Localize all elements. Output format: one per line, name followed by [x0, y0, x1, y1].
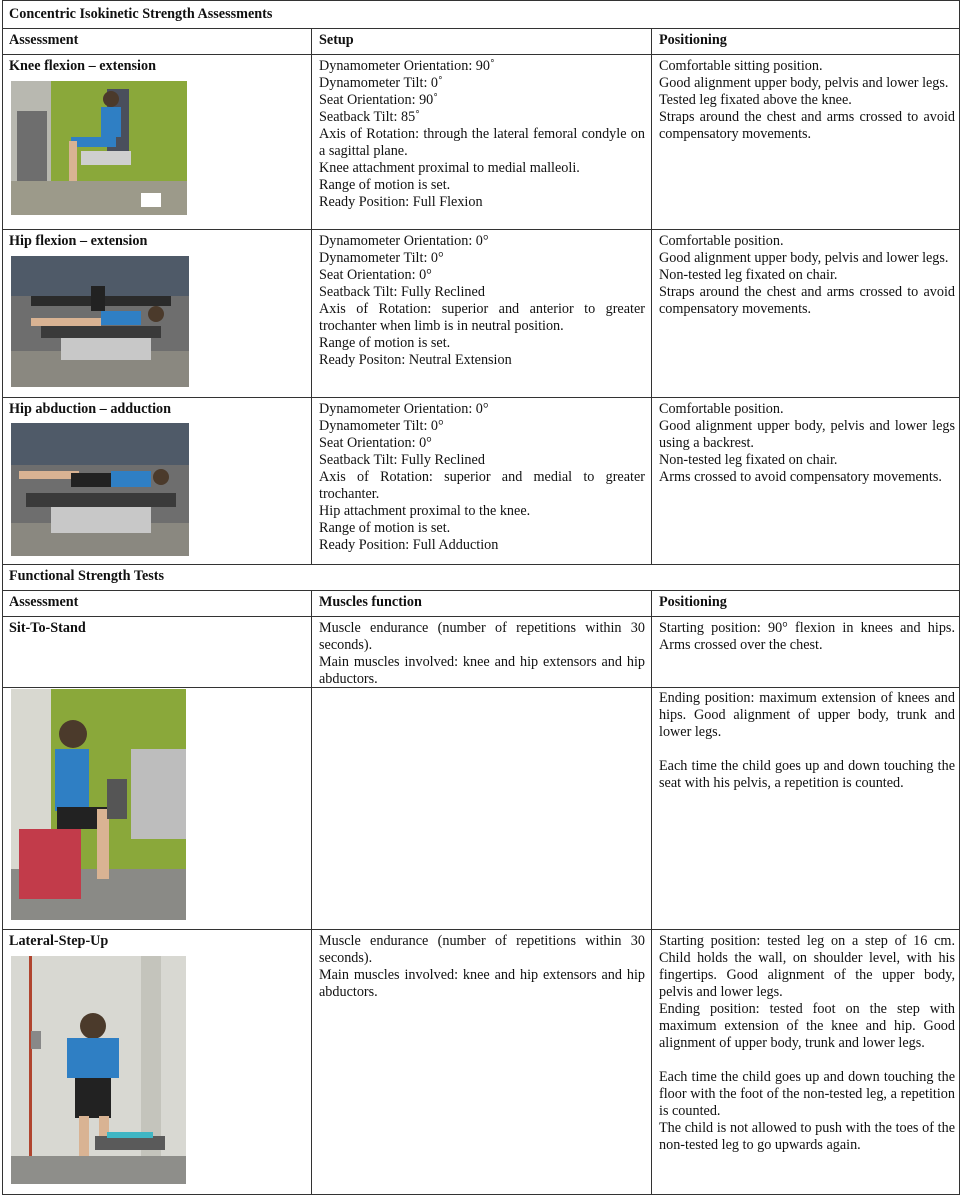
column-rule	[311, 28, 312, 564]
setup-line: Seat Orientation: 90˚	[319, 92, 438, 108]
positioning-line: The child is not allowed to push with the toes of the non-tested leg to go upwards again.	[659, 1120, 955, 1153]
setup-line: Dynamometer Orientation: 90˚	[319, 58, 495, 74]
positioning-line: Comfortable sitting position.	[659, 58, 823, 74]
setup-line: Seatback Tilt: Fully Reclined	[319, 452, 485, 468]
sit-to-stand-photo	[11, 689, 186, 920]
positioning-line: Starting position: tested leg on a step of 16 cm. Child holds the wall, on shoulder level, with his fingertips. Good alignment of the upper body, pelvis and lower legs.	[659, 933, 955, 1000]
setup-line: Ready Position: Full Adduction	[319, 537, 499, 553]
setup-line: Range of motion is set.	[319, 520, 451, 536]
positioning-lateral-step-up	[659, 933, 955, 1154]
knee-photo	[11, 81, 187, 215]
setup-line: Dynamometer Tilt: 0°	[319, 418, 444, 434]
setup-line: Seatback Tilt: Fully Reclined	[319, 284, 485, 300]
setup-line: Range of motion is set.	[319, 177, 451, 193]
setup-line: Dynamometer Orientation: 0°	[319, 401, 489, 417]
column-rule	[311, 590, 312, 1195]
setup-hip-flexion	[319, 233, 645, 369]
col-header-assessment-2: Assessment	[9, 594, 79, 610]
rule	[3, 590, 959, 591]
positioning-line: Ending position: tested foot on the step with maximum extension of the knee and hip. Good alignment of upper body, trunk and lower legs.	[659, 1001, 955, 1051]
setup-hip-abduction	[319, 401, 645, 554]
setup-line: Seatback Tilt: 85˚	[319, 109, 420, 125]
assessment-lateral-step-up: Lateral-Step-Up	[9, 933, 109, 949]
positioning-knee	[659, 58, 955, 143]
setup-line: Hip attachment proximal to the knee.	[319, 503, 531, 519]
column-rule	[651, 28, 652, 564]
setup-line: Dynamometer Tilt: 0°	[319, 250, 444, 266]
positioning-line: Starting position: 90° flexion in knees and hips. Arms crossed over the chest.	[659, 620, 955, 653]
col-header-positioning: Positioning	[659, 32, 727, 48]
setup-line: Range of motion is set.	[319, 335, 451, 351]
rule	[3, 28, 959, 29]
positioning-line: Non-tested leg fixated on chair.	[659, 452, 838, 468]
col-header-muscles-function: Muscles function	[319, 594, 422, 610]
positioning-line: Each time the child goes up and down touching the seat with his pelvis, a repetition is counted.	[659, 758, 955, 791]
setup-line: Ready Positon: Neutral Extension	[319, 352, 512, 368]
positioning-line: Ending position: maximum extension of knees and hips. Good alignment of upper body, trunk and lower legs.	[659, 690, 955, 740]
hip-flexion-photo	[11, 256, 189, 387]
positioning-line: Tested leg fixated above the knee.	[659, 92, 852, 108]
positioning-line: Comfortable position.	[659, 233, 784, 249]
positioning-line: Good alignment upper body, pelvis and lower legs using a backrest.	[659, 418, 955, 451]
assessment-hip-flexion: Hip flexion – extension	[9, 233, 148, 249]
document-table	[2, 0, 960, 1195]
muscles-line: Main muscles involved: knee and hip extensors and hip abductors.	[319, 654, 645, 687]
hip-abduction-photo	[11, 423, 189, 556]
rule	[3, 397, 959, 398]
positioning-hip-flexion	[659, 233, 955, 318]
positioning-line: Good alignment upper body, pelvis and lower legs.	[659, 250, 949, 266]
muscles-line: Main muscles involved: knee and hip extensors and hip abductors.	[319, 967, 645, 1000]
rule	[3, 929, 959, 930]
setup-line: Seat Orientation: 0°	[319, 435, 432, 451]
setup-line: Axis of Rotation: superior and anterior to greater trochanter when limb is in neutral position.	[319, 301, 645, 334]
positioning-line: Each time the child goes up and down touching the floor with the foot of the non-tested leg, a repetition is counted.	[659, 1069, 955, 1119]
lateral-step-up-photo	[11, 956, 186, 1184]
setup-line: Dynamometer Orientation: 0°	[319, 233, 489, 249]
rule	[3, 616, 959, 617]
col-header-assessment: Assessment	[9, 32, 79, 48]
rule	[3, 229, 959, 230]
rule	[3, 54, 959, 55]
setup-line: Dynamometer Tilt: 0˚	[319, 75, 443, 91]
positioning-sit-to-stand-start	[659, 620, 955, 654]
positioning-line: Straps around the chest and arms crossed to avoid compensatory movements.	[659, 284, 955, 317]
positioning-line: Non-tested leg fixated on chair.	[659, 267, 838, 283]
section-title-functional: Functional Strength Tests	[9, 568, 165, 584]
col-header-setup: Setup	[319, 32, 354, 48]
column-rule	[651, 590, 652, 1195]
section-title-isokinetic: Concentric Isokinetic Strength Assessments	[9, 6, 273, 22]
positioning-line: Arms crossed to avoid compensatory movements.	[659, 469, 942, 485]
setup-line: Ready Position: Full Flexion	[319, 194, 483, 210]
setup-line: Seat Orientation: 0°	[319, 267, 432, 283]
rule	[3, 564, 959, 565]
muscles-sit-to-stand	[319, 620, 645, 688]
setup-line: Knee attachment proximal to medial malleoli.	[319, 160, 580, 176]
assessment-knee: Knee flexion – extension	[9, 58, 156, 74]
positioning-line: Straps around the chest and arms crossed to avoid compensatory movements.	[659, 109, 955, 142]
muscles-lateral-step-up	[319, 933, 645, 1001]
positioning-sit-to-stand-end	[659, 690, 955, 792]
setup-line: Axis of Rotation: superior and medial to greater trochanter.	[319, 469, 645, 502]
assessment-hip-abduction: Hip abduction – adduction	[9, 401, 172, 417]
positioning-hip-abduction	[659, 401, 955, 486]
col-header-positioning-2: Positioning	[659, 594, 727, 610]
muscles-line: Muscle endurance (number of repetitions within 30 seconds).	[319, 933, 645, 966]
setup-knee	[319, 58, 645, 211]
muscles-line: Muscle endurance (number of repetitions within 30 seconds).	[319, 620, 645, 653]
setup-line: Axis of Rotation: through the lateral femoral condyle on a sagittal plane.	[319, 126, 645, 159]
positioning-line: Comfortable position.	[659, 401, 784, 417]
assessment-sit-to-stand: Sit-To-Stand	[9, 620, 86, 636]
positioning-line: Good alignment upper body, pelvis and lower legs.	[659, 75, 949, 91]
